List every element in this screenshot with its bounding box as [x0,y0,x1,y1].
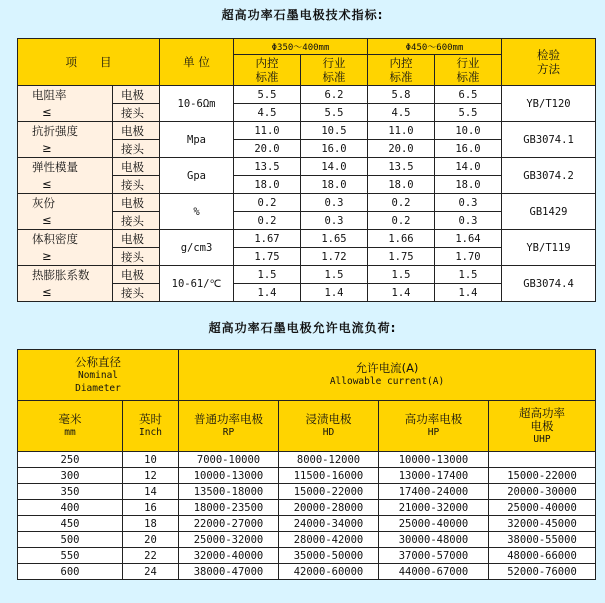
value-cell: 20.0 [368,140,435,158]
value-cell: 37000-57000 [379,548,489,564]
value-cell: 18.0 [368,176,435,194]
value-cell: 20.0 [234,140,301,158]
column-header-cn: 英时 [139,412,162,426]
value-cell: 11500-16000 [279,468,379,484]
value-cell: 0.2 [234,194,301,212]
value-cell: 5.5 [301,104,368,122]
unit: Mpa [160,122,234,158]
cell-line: 内控 [389,56,413,70]
property-label: 弹性模量 [32,159,78,174]
value-cell: 10000-13000 [179,468,279,484]
value-cell: 28000-42000 [279,532,379,548]
value-cell: 32000-45000 [489,516,596,532]
table-row [18,194,596,212]
value-cell: 5.5 [234,86,301,104]
value-cell: 0.3 [435,194,502,212]
column-header-en: RP [222,427,235,438]
table-row [18,230,596,248]
value-cell: 8000-12000 [279,452,379,468]
column-header-en: mm [64,427,76,438]
column-header [489,401,596,452]
cell-line: 行业 [322,56,346,70]
value-cell: 550 [18,548,123,564]
part-type: 电极 [113,158,160,176]
cell-line: 标准 [322,70,346,84]
table-row [18,452,596,468]
value-cell: 16 [123,500,179,516]
header-range-350-400: Φ350～400mm [234,39,368,55]
value-cell: 13.5 [234,158,301,176]
test-method: GB3074.2 [502,158,596,194]
table-row [18,532,596,548]
value-cell: 10.5 [301,122,368,140]
current-en: Allowable current(A) [329,376,445,387]
test-method: GB1429 [502,194,596,230]
part-type: 接头 [113,248,160,266]
value-cell: 21000-32000 [379,500,489,516]
comparison-symbol: ≤ [42,104,52,119]
value-cell: 400 [18,500,123,516]
value-cell: 7000-10000 [179,452,279,468]
value-cell: 18.0 [234,176,301,194]
value-cell: 0.2 [368,194,435,212]
value-cell: 600 [18,564,123,580]
value-cell: 5.5 [435,104,502,122]
cell-line: 行业 [456,56,480,70]
value-cell: 6.2 [301,86,368,104]
value-cell: 20000-28000 [279,500,379,516]
column-header-cn: 超高功率 [519,405,565,420]
value-cell: 1.5 [368,266,435,284]
value-cell: 13.5 [368,158,435,176]
value-cell: 1.75 [368,248,435,266]
table1-title: 超高功率石墨电极技术指标: [221,8,384,22]
test-method: YB/T119 [502,230,596,266]
value-cell: 10 [123,452,179,468]
cell-line: 标准 [456,70,480,84]
value-cell: 4.5 [234,104,301,122]
comparison-symbol: ≥ [42,248,52,263]
column-header-en: Inch [139,427,162,438]
column-header [279,401,379,452]
header-range-450-600: Φ450～600mm [368,39,502,55]
cell-line: 检验 [537,48,560,62]
property-name [18,194,113,230]
table-row [18,468,596,484]
test-method: GB3074.1 [502,122,596,158]
unit: 10-6Ωm [160,86,234,122]
value-cell: 1.4 [301,284,368,302]
value-cell: 1.75 [234,248,301,266]
value-cell: 25000-40000 [379,516,489,532]
current-load-table [17,349,596,580]
property-label: 热膨胀系数 [32,267,90,282]
header-internal-standard [234,55,301,86]
column-header [379,401,489,452]
comparison-symbol: ≤ [42,176,52,191]
property-name [18,122,113,158]
nominal-en: Nominal [77,369,119,381]
property-label: 灰份 [32,195,55,210]
value-cell: 44000-67000 [379,564,489,580]
part-type: 接头 [113,284,160,302]
table-row [18,516,596,532]
part-type: 接头 [113,176,160,194]
value-cell: 32000-40000 [179,548,279,564]
value-cell: 48000-66000 [489,548,596,564]
column-header-cn: 普通功率电极 [194,412,263,426]
value-cell: 1.4 [435,284,502,302]
value-cell: 11.0 [368,122,435,140]
value-cell: 1.4 [234,284,301,302]
part-type: 电极 [113,86,160,104]
value-cell: 24000-34000 [279,516,379,532]
cell-line: 内控 [255,56,279,70]
property-name [18,86,113,122]
table-row [18,266,596,284]
value-cell: 0.2 [234,212,301,230]
value-cell: 0.3 [301,212,368,230]
value-cell: 24 [123,564,179,580]
value-cell: 52000-76000 [489,564,596,580]
value-cell: 30000-48000 [379,532,489,548]
table-row [18,500,596,516]
table-row [18,158,596,176]
cell-line: 方法 [537,62,560,76]
unit: g/cm3 [160,230,234,266]
value-cell: 38000-47000 [179,564,279,580]
property-label: 电阻率 [32,87,67,102]
value-cell: 1.5 [301,266,368,284]
column-header-cn: 高功率电极 [404,412,463,426]
value-cell: 25000-40000 [489,500,596,516]
value-cell: 16.0 [435,140,502,158]
property-label: 抗折强度 [32,123,78,138]
part-type: 接头 [113,212,160,230]
table-header-row [18,350,596,401]
table-header-row [18,39,596,55]
tech-spec-table [17,38,596,302]
column-header [18,401,123,452]
table-row [18,564,596,580]
value-cell: 350 [18,484,123,500]
header-unit: 单 位 [160,39,234,86]
property-label: 体积密度 [32,231,78,246]
header-allowable-current [179,350,596,401]
part-type: 电极 [113,230,160,248]
value-cell: 38000-55000 [489,532,596,548]
comparison-symbol: ≤ [42,284,52,299]
value-cell: 1.66 [368,230,435,248]
column-header-en: HP [427,427,440,438]
column-header-en: UHP [533,433,551,445]
value-cell: 300 [18,468,123,484]
value-cell: 13000-17400 [379,468,489,484]
current-cn: 允许电流(A) [355,361,419,375]
header-nominal-diameter [18,350,179,401]
value-cell: 1.5 [234,266,301,284]
column-header-cn: 浸渍电极 [305,412,352,426]
table2-title: 超高功率石墨电极允许电流负荷: [208,321,397,335]
value-cell: 4.5 [368,104,435,122]
part-type: 接头 [113,140,160,158]
value-cell: 0.2 [368,212,435,230]
unit: Gpa [160,158,234,194]
value-cell: 1.5 [435,266,502,284]
value-cell: 500 [18,532,123,548]
value-cell: 20 [123,532,179,548]
value-cell: 0.3 [301,194,368,212]
header-internal-standard [368,55,435,86]
header-item: 项 目 [18,39,160,86]
value-cell: 18.0 [301,176,368,194]
part-type: 电极 [113,266,160,284]
header-industry-standard [435,55,502,86]
value-cell: 1.4 [368,284,435,302]
nominal-en: Diameter [75,382,121,394]
value-cell: 14 [123,484,179,500]
value-cell: 17400-24000 [379,484,489,500]
value-cell: 1.70 [435,248,502,266]
header-industry-standard [301,55,368,86]
value-cell: 14.0 [301,158,368,176]
nominal-cn: 公称直径 [75,354,121,369]
value-cell: 13500-18000 [179,484,279,500]
table-row [18,86,596,104]
unit: % [160,194,234,230]
value-cell: 0.3 [435,212,502,230]
value-cell: 22 [123,548,179,564]
test-method: GB3074.4 [502,266,596,302]
value-cell: 18.0 [435,176,502,194]
comparison-symbol: ≥ [42,140,52,155]
value-cell: 12 [123,468,179,484]
value-cell: 1.64 [435,230,502,248]
table-row [18,122,596,140]
value-cell: 22000-27000 [179,516,279,532]
property-name [18,158,113,194]
value-cell: 14.0 [435,158,502,176]
value-cell: 35000-50000 [279,548,379,564]
value-cell: 5.8 [368,86,435,104]
value-cell: 42000-60000 [279,564,379,580]
column-header-en: HD [322,427,335,438]
value-cell: 10000-13000 [379,452,489,468]
value-cell: 10.0 [435,122,502,140]
value-cell: 6.5 [435,86,502,104]
part-type: 电极 [113,122,160,140]
column-header-cn: 电极 [530,418,554,433]
table-row [18,548,596,564]
unit: 10-61/℃ [160,266,234,302]
property-name [18,266,113,302]
column-header [179,401,279,452]
cell-line: 标准 [389,70,413,84]
test-method: YB/T120 [502,86,596,122]
cell-line: 标准 [255,70,279,84]
property-name [18,230,113,266]
value-cell: 1.67 [234,230,301,248]
value-cell: 25000-32000 [179,532,279,548]
column-header-cn: 毫米 [58,412,82,426]
value-cell [489,452,596,468]
value-cell: 20000-30000 [489,484,596,500]
comparison-symbol: ≤ [42,212,52,227]
value-cell: 15000-22000 [489,468,596,484]
value-cell: 18 [123,516,179,532]
value-cell: 450 [18,516,123,532]
column-header [123,401,179,452]
part-type: 接头 [113,104,160,122]
value-cell: 250 [18,452,123,468]
value-cell: 1.65 [301,230,368,248]
part-type: 电极 [113,194,160,212]
value-cell: 11.0 [234,122,301,140]
value-cell: 16.0 [301,140,368,158]
value-cell: 15000-22000 [279,484,379,500]
header-method [502,39,596,86]
table-header-row [18,401,596,452]
value-cell: 18000-23500 [179,500,279,516]
table-row [18,484,596,500]
value-cell: 1.72 [301,248,368,266]
